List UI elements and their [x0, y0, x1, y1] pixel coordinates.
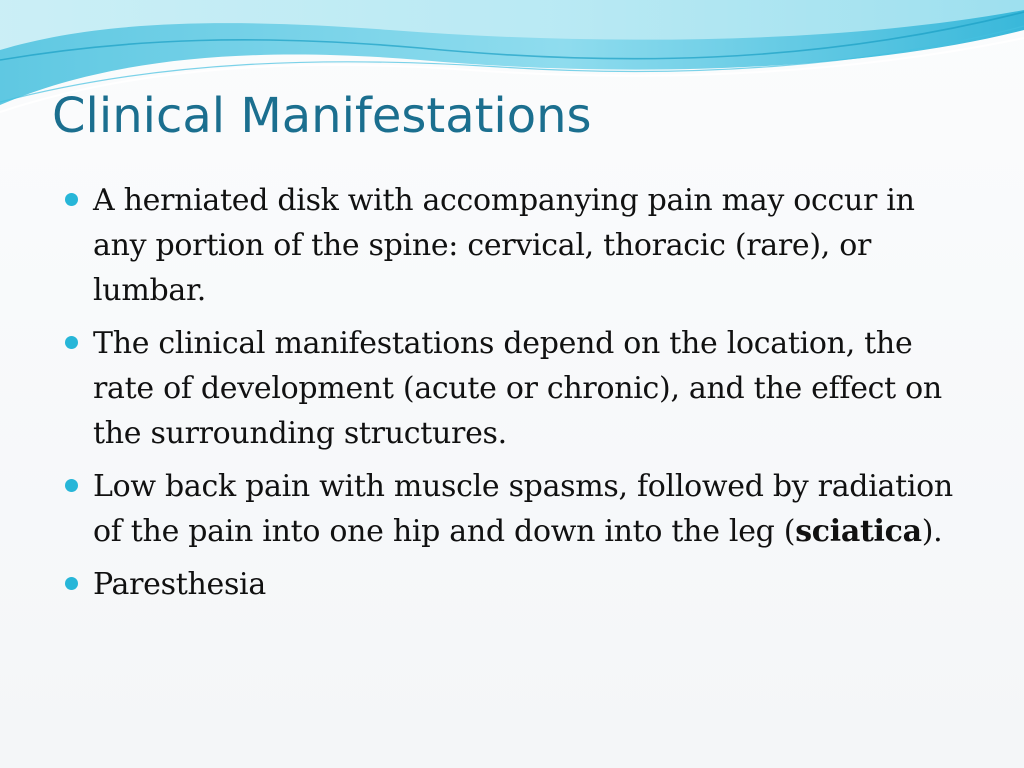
bullet-dot-icon — [65, 577, 78, 590]
bullet-item — [62, 562, 962, 607]
bullet-text: Low back pain with muscle spasms, followed by radiation of the pain into one hip and down into the leg ( — [93, 469, 953, 549]
bullet-text: Paresthesia — [93, 567, 266, 602]
bullet-item — [62, 178, 962, 313]
bullet-dot-icon — [65, 193, 78, 206]
bullet-text-end: ). — [921, 514, 943, 549]
bullet-dot-icon — [65, 336, 78, 349]
bullet-dot-icon — [65, 479, 78, 492]
bullet-item — [62, 321, 962, 456]
bullet-list — [62, 178, 962, 615]
bullet-text: A herniated disk with accompanying pain may occur in any portion of the spine: cervical, thoracic (rare), or lumbar. — [93, 183, 915, 308]
bullet-text: The clinical manifestations depend on the location, the rate of development (acute or chronic), and the effect on the surrounding structures. — [93, 326, 942, 451]
bold-term-sciatica: sciatica — [795, 514, 922, 549]
slide-title: Clinical Manifestations — [52, 88, 592, 144]
bullet-item — [62, 464, 962, 554]
